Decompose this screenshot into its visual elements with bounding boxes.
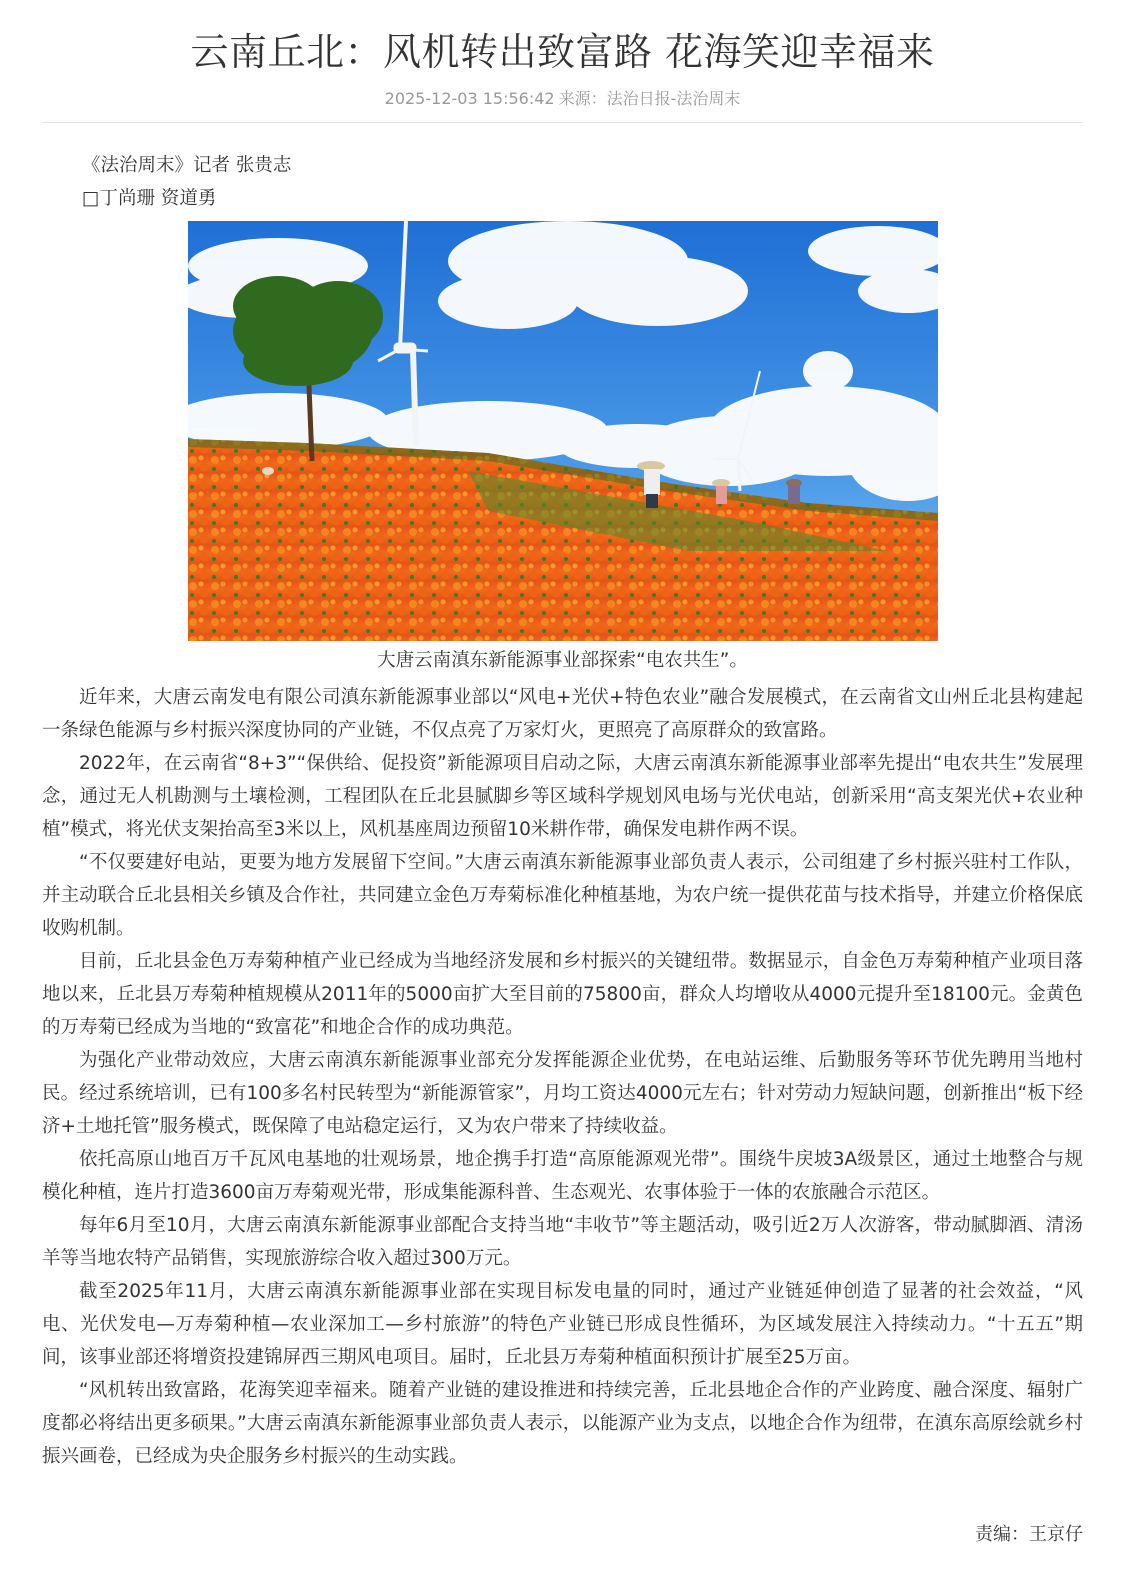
paragraph: 截至2025年11月，大唐云南滇东新能源事业部在实现目标发电量的同时，通过产业链延伸创造了显著的社会效益，“风电、光伏发电—万寿菊种植—农业深加工—乡村旅游”的特色产业链已形成良性循环，为区域发展注入持续动力。“十五五”期间，该事业部还将增资投建锦屏西三期风电项目。届时，丘北县万寿菊种植面积预计扩展至25万亩。 — [42, 1281, 1083, 1368]
image-caption: 大唐云南滇东新能源事业部探索“电农共生”。 — [377, 650, 748, 671]
article-body — [42, 149, 1083, 1473]
article-source: 来源：法治日报-法治周末 — [558, 89, 741, 108]
paragraph: 目前，丘北县金色万寿菊种植产业已经成为当地经济发展和乡村振兴的关键纽带。数据显示，自金色万寿菊种植产业项目落地以来，丘北县万寿菊种植规模从2011年的5000亩扩大至目前的75800亩，群众人均增收从4000元提升至18100元。金黄色的万寿菊已经成为当地的“致富花”和地企合作的成功典范。 — [42, 951, 1083, 1038]
article-meta — [42, 86, 1083, 112]
paragraph: 依托高原山地百万千瓦风电基地的壮观场景，地企携手打造“高原能源观光带”。围绕牛戻坡3A级景区，通过土地整合与规模化种植，连片打造3600亩万寿菊观光带，形成集能源科普、生态观光、农事体验于一体的农旅融合示范区。 — [42, 1149, 1083, 1203]
correspondent-byline: □丁尚珊 资道勇 — [82, 188, 217, 209]
paragraph: “不仅要建好电站，更要为地方发展留下空间。”大唐云南滇东新能源事业部负责人表示，公司组建了乡村振兴驻村工作队，并主动联合丘北县相关乡镇及合作社，共同建立金色万寿菊标准化种植基地，为农户统一提供花苗与技术指导，并建立价格保底收购机制。 — [42, 852, 1083, 939]
reporter-byline: 《法治周末》记者 张贵志 — [82, 155, 292, 176]
article-title: 云南丘北：风机转出致富路 花海笑迎幸福来 — [190, 30, 935, 74]
article-page — [42, 0, 1083, 1545]
article-photo — [188, 221, 938, 641]
paragraph: “风机转出致富路，花海笑迎幸福来。随着产业链的建设推进和持续完善，丘北县地企合作的产业跨度、融合深度、辐射广度都必将结出更多硕果。”大唐云南滇东新能源事业部负责人表示，以能源产业为支点，以地企合作为纽带，在滇东高原绘就乡村振兴画卷，已经成为央企服务乡村振兴的生动实践。 — [42, 1380, 1083, 1467]
header-divider — [42, 122, 1083, 123]
paragraph: 近年来，大唐云南发电有限公司滇东新能源事业部以“风电+光伏+特色农业”融合发展模式，在云南省文山州丘北县构建起一条绿色能源与乡村振兴深度协同的产业链，不仅点亮了万家灯火，更照亮了高原群众的致富路。 — [42, 687, 1083, 741]
paragraph: 2022年，在云南省“8+3”“保供给、促投资”新能源项目启动之际，大唐云南滇东新能源事业部率先提出“电农共生”发展理念，通过无人机勘测与土壤检测，工程团队在丘北县腻脚乡等区域科学规划风电场与光伏电站，创新采用“高支架光伏+农业种植”模式，将光伏支架抬高至3米以上，风机基座周边预留10米耕作带，确保发电耕作两不误。 — [42, 753, 1083, 840]
paragraph: 每年6月至10月，大唐云南滇东新能源事业部配合支持当地“丰收节”等主题活动，吸引近2万人次游客，带动腻脚酒、清汤羊等当地农特产品销售，实现旅游综合收入超过300万元。 — [42, 1215, 1083, 1269]
article-datetime: 2025-12-03 15:56:42 — [384, 89, 555, 108]
editor-credit: 责编：王京仔 — [975, 1524, 1083, 1545]
paragraph: 为强化产业带动效应，大唐云南滇东新能源事业部充分发挥能源企业优势，在电站运维、后勤服务等环节优先聘用当地村民。经过系统培训，已有100多名村民转型为“新能源管家”，月均工资达4000元左右；针对劳动力短缺问题，创新推出“板下经济+土地托管”服务模式，既保障了电站稳定运行，又为农户带来了持续收益。 — [42, 1050, 1083, 1137]
